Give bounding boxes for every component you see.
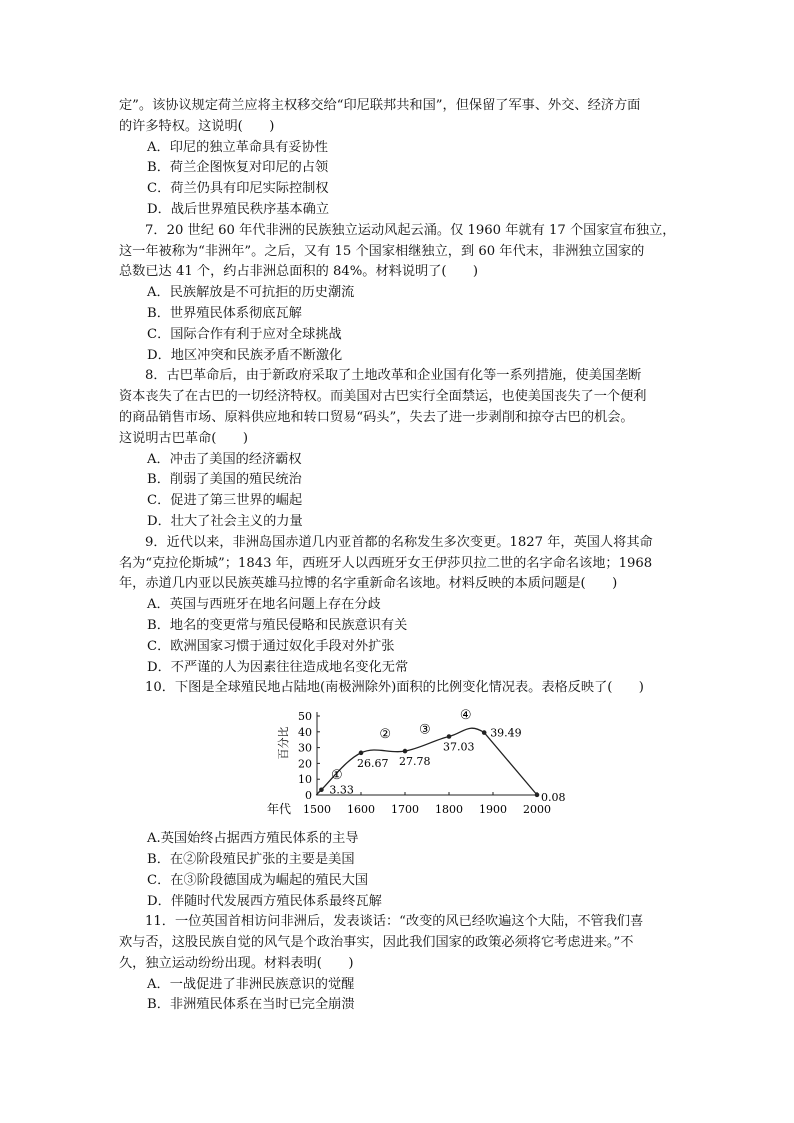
data-label: 37.03 [443, 740, 475, 754]
answer-option: B．非洲殖民体系在当时已完全崩溃 [147, 997, 355, 1013]
line-chart-svg [119, 703, 679, 823]
text-line: 8．古巴革命后，由于新政府采取了土地改革和企业国有化等一系列措施，使美国垄断 [145, 368, 642, 384]
data-point [447, 734, 452, 739]
answer-option: B．地名的变更常与殖民侵略和民族意识有关 [147, 617, 408, 633]
answer-option: A．民族解放是不可抗拒的历史潮流 [147, 285, 355, 301]
stage-marker: ② [379, 727, 392, 743]
answer-option: D．战后世界殖民秩序基本确立 [147, 201, 330, 217]
answer-option: C．荷兰仍具有印尼实际控制权 [147, 181, 329, 197]
text-line: 11．一位英国首相访问非洲后，发表谈话：“改变的风已经吹遍这个大陆，不管我们喜 [145, 914, 644, 930]
text-line: 名为“克拉伦斯城”；1843 年，西班牙人以西班牙女王伊莎贝拉二世的名字命名该地；1968 [119, 555, 653, 571]
x-axis-label: 年代 [267, 802, 292, 817]
answer-option: A．印尼的独立革命具有妥协性 [147, 139, 328, 155]
data-label: 27.78 [399, 755, 431, 769]
data-point [403, 749, 408, 754]
answer-option: B．在②阶段殖民扩张的主要是美国 [147, 851, 355, 867]
colony-area-chart [119, 703, 679, 823]
data-point [535, 793, 540, 798]
data-label: 3.33 [329, 783, 354, 797]
answer-option: A．一战促进了非洲民族意识的觉醒 [147, 976, 355, 992]
text-line: 9．近代以来，非洲岛国赤道几内亚首都的名称发生多次变更。1827 年，英国人将其命 [145, 534, 653, 550]
answer-option: A．英国与西班牙在地名问题上存在分歧 [147, 597, 381, 613]
text-line: 年，赤道几内亚以民族英雄马拉博的名字重新命名该地。材料反映的本质问题是( ) [119, 576, 618, 592]
text-line: 10．下图是全球殖民地占陆地(南极洲除外)面积的比例变化情况表。表格反映了( ) [145, 680, 644, 696]
stage-marker: ③ [418, 722, 431, 738]
data-label: 26.67 [357, 756, 389, 770]
text-block-before-chart [119, 96, 679, 699]
data-label: 39.49 [490, 726, 522, 740]
answer-option: C．促进了第三世界的崛起 [147, 493, 303, 509]
y-axis-label: 百分比 [277, 726, 290, 760]
answer-option: D．地区冲突和民族矛盾不断激化 [147, 347, 343, 363]
text-block-after-chart [119, 829, 679, 1016]
y-tick-label: 50 [298, 710, 312, 724]
x-tick-label: 2000 [523, 803, 551, 817]
answer-option: B．削弱了美国的殖民统治 [147, 472, 302, 488]
text-line: 定”。该协议规定荷兰应将主权移交给“印尼联邦共和国”，但保留了军事、外交、经济方面 [119, 98, 641, 113]
data-point [482, 730, 487, 735]
y-tick-label: 20 [298, 757, 312, 771]
text-line: 这说明古巴革命( ) [119, 430, 248, 446]
x-tick-label: 1800 [435, 803, 463, 817]
data-label: 0.08 [541, 790, 566, 804]
text-line: 的许多特权。这说明( ) [119, 118, 275, 134]
x-tick-label: 1500 [303, 803, 331, 817]
answer-option: D．不严谨的人为因素往往造成地名变化无常 [147, 659, 409, 675]
text-line: 7．20 世纪 60 年代非洲的民族独立运动风起云涌。仅 1960 年就有 17 个国家宣布独立， [145, 222, 676, 238]
y-tick-label: 40 [298, 725, 312, 739]
text-line: 的商品销售市场、原料供应地和转口贸易“码头”，失去了进一步剥削和掠夺古巴的机会。 [119, 409, 634, 425]
text-line: 总数已达 41 个，约占非洲总面积的 84%。材料说明了( ) [119, 264, 479, 280]
text-line: 久，独立运动纷纷出现。材料表明( ) [119, 955, 354, 971]
x-tick-label: 1700 [391, 803, 419, 817]
answer-option: A.英国始终占据西方殖民体系的主导 [147, 831, 359, 847]
answer-option: C．国际合作有利于应对全球挑战 [147, 326, 342, 342]
answer-option: D．壮大了社会主义的力量 [147, 513, 303, 529]
y-tick-label: 10 [298, 773, 312, 787]
answer-option: A．冲击了美国的经济霸权 [147, 451, 302, 467]
data-point [359, 751, 364, 756]
stage-marker: ① [330, 768, 343, 784]
answer-option: C．欧洲国家习惯于通过奴化手段对外扩张 [147, 638, 395, 654]
answer-option: B．荷兰企图恢复对印尼的占领 [147, 160, 329, 176]
document-page [119, 96, 679, 1016]
data-point [319, 788, 324, 793]
x-tick-label: 1600 [347, 803, 375, 817]
answer-option: B．世界殖民体系彻底瓦解 [147, 305, 302, 321]
text-line: 这一年被称为“非洲年”。之后，又有 15 个国家相继独立，到 60 年代末，非洲独立国家的 [119, 243, 645, 259]
x-tick-label: 1900 [479, 803, 507, 817]
answer-option: D．伴随时代发展西方殖民体系最终瓦解 [147, 893, 382, 909]
stage-marker: ④ [459, 708, 472, 724]
y-tick-label: 30 [298, 741, 312, 755]
text-line: 欢与否，这股民族自觉的风气是个政治事实，因此我们国家的政策必须将它考虑进来。”不 [119, 935, 634, 951]
text-line: 资本丧失了在古巴的一切经济特权。而美国对古巴实行全面禁运，也使美国丧失了一个便利 [119, 389, 647, 405]
answer-option: C．在③阶段德国成为崛起的殖民大国 [147, 872, 369, 888]
y-tick-label: 0 [305, 789, 312, 803]
